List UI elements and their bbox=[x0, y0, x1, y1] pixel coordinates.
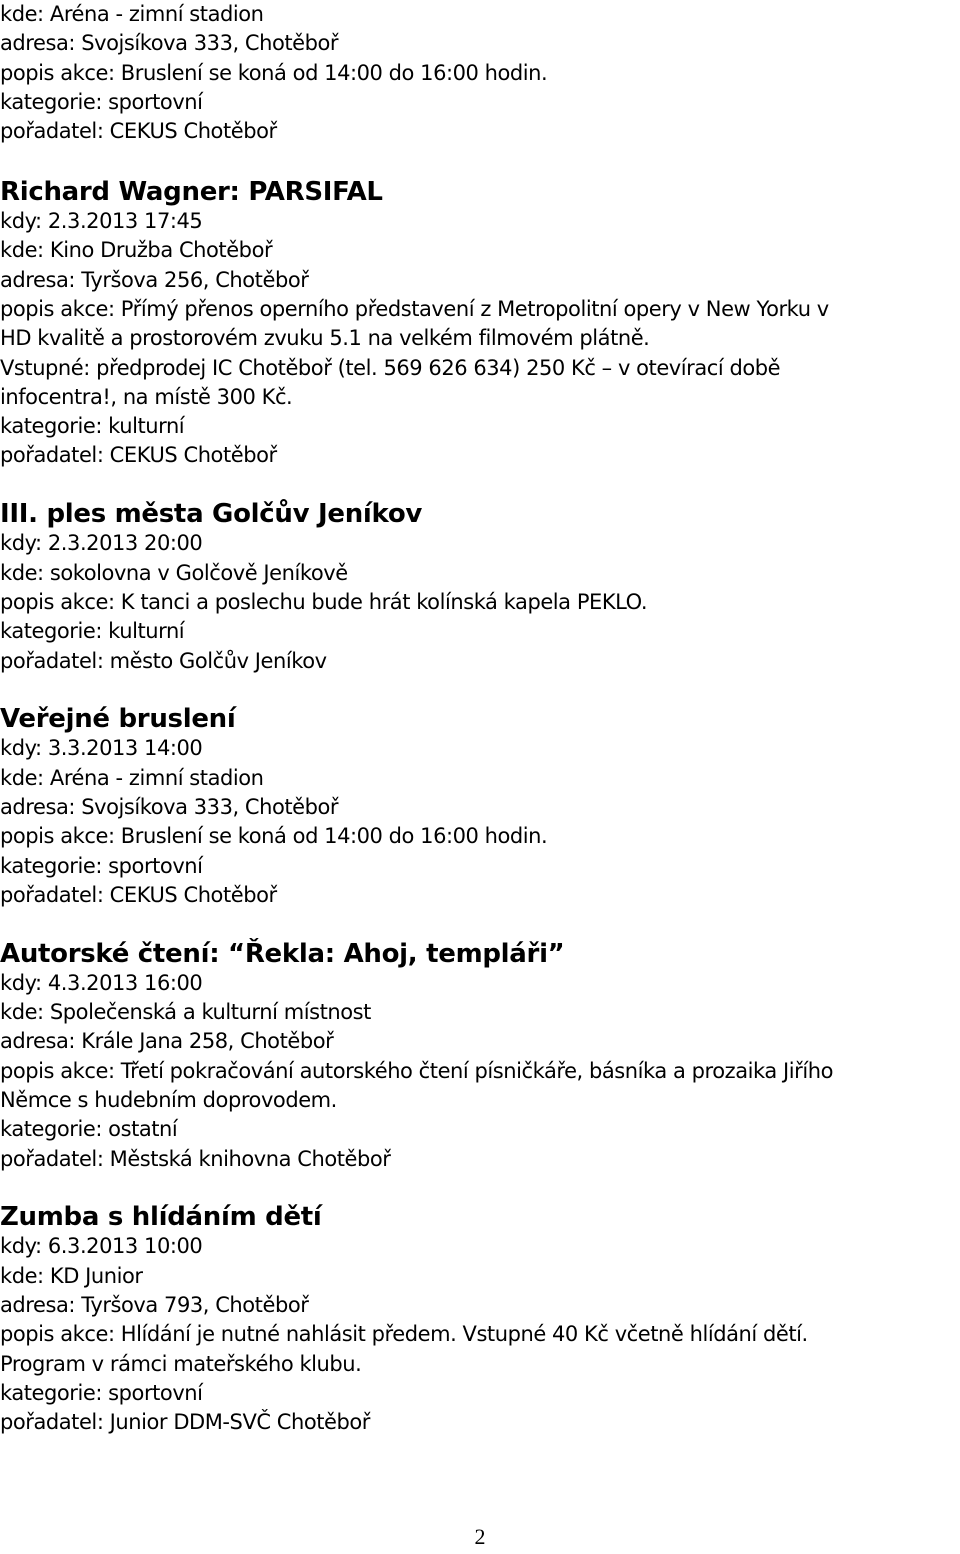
event-detail-line: Program v rámci mateřského klubu. bbox=[0, 1351, 362, 1376]
event-detail-line: adresa: Svojsíkova 333, Chotěboř bbox=[0, 795, 339, 820]
event-detail-line: adresa: Tyršova 793, Chotěboř bbox=[0, 1293, 309, 1318]
event-detail-line: pořadatel: Junior DDM-SVČ Chotěboř bbox=[0, 1410, 370, 1435]
event-detail-line: kategorie: sportovní bbox=[0, 853, 203, 878]
event-spacer bbox=[0, 146, 958, 175]
event-detail-line: kdy: 2.3.2013 17:45 bbox=[0, 209, 203, 234]
event-detail-line: Vstupné: předprodej IC Chotěboř (tel. 569 626 634) 250 Kč – v otevírací době bbox=[0, 355, 781, 380]
event-title: Autorské čtení: “Řekla: Ahoj, templáři” bbox=[0, 938, 565, 969]
event-detail-line: pořadatel: CEKUS Chotěboř bbox=[0, 882, 277, 907]
event-title: III. ples města Golčův Jeníkov bbox=[0, 499, 423, 530]
event-detail-line: pořadatel: CEKUS Chotěboř bbox=[0, 443, 277, 468]
event-detail-line: adresa: Svojsíkova 333, Chotěboř bbox=[0, 31, 339, 56]
event-title: Richard Wagner: PARSIFAL bbox=[0, 176, 383, 207]
event-detail-line: popis akce: Bruslení se koná od 14:00 do 16:00 hodin. bbox=[0, 60, 548, 85]
event-detail-line: popis akce: Přímý přenos operního představení z Metropolitní opery v New Yorku v bbox=[0, 296, 829, 321]
event-detail-line: kdy: 6.3.2013 10:00 bbox=[0, 1234, 203, 1259]
event-detail-line: pořadatel: CEKUS Chotěboř bbox=[0, 119, 277, 144]
event-detail-line: kde: sokolovna v Golčově Jeníkově bbox=[0, 560, 348, 585]
event-continued bbox=[0, 0, 958, 146]
event-detail-line: adresa: Tyršova 256, Chotěboř bbox=[0, 267, 309, 292]
event-entry bbox=[0, 500, 958, 676]
event-detail-line: kategorie: sportovní bbox=[0, 1380, 203, 1405]
page-number: 2 bbox=[474, 1524, 486, 1549]
event-detail-line: kategorie: kulturní bbox=[0, 619, 185, 644]
event-detail-line: pořadatel: Městská knihovna Chotěboř bbox=[0, 1146, 391, 1171]
event-detail-line: popis akce: Bruslení se koná od 14:00 do 16:00 hodin. bbox=[0, 824, 548, 849]
event-detail-line: pořadatel: město Golčův Jeníkov bbox=[0, 648, 327, 673]
event-detail-line: adresa: Krále Jana 258, Chotěboř bbox=[0, 1029, 334, 1054]
event-detail-line: kde: Aréna - zimní stadion bbox=[0, 765, 264, 790]
event-title: Veřejné bruslení bbox=[0, 704, 236, 735]
event-detail-line: Němce s hudebním doprovodem. bbox=[0, 1087, 337, 1112]
event-detail-line: kde: Kino Družba Chotěboř bbox=[0, 238, 273, 263]
event-detail-line: popis akce: K tanci a poslechu bude hrát kolínská kapela PEKLO. bbox=[0, 589, 648, 614]
event-detail-line: HD kvalitě a prostorovém zvuku 5.1 na velkém filmovém plátně. bbox=[0, 326, 650, 351]
event-detail-line: infocentra!, na místě 300 Kč. bbox=[0, 384, 293, 409]
event-detail-line: kde: Aréna - zimní stadion bbox=[0, 2, 264, 26]
event-entry bbox=[0, 940, 958, 1174]
event-entry bbox=[0, 705, 958, 910]
event-entry bbox=[0, 178, 958, 471]
event-detail-line: popis akce: Třetí pokračování autorského čtení písničkáře, básníka a prozaika Jiřího bbox=[0, 1058, 833, 1083]
event-title: Zumba s hlídáním dětí bbox=[0, 1202, 322, 1233]
event-detail-line: kde: KD Junior bbox=[0, 1263, 143, 1288]
event-detail-line: popis akce: Hlídání je nutné nahlásit předem. Vstupné 40 Kč včetně hlídání dětí. bbox=[0, 1322, 808, 1347]
event-detail-line: kde: Společenská a kulturní místnost bbox=[0, 1000, 371, 1025]
event-detail-line: kdy: 4.3.2013 16:00 bbox=[0, 970, 203, 995]
event-spacer bbox=[0, 676, 958, 705]
event-detail-line: kategorie: kulturní bbox=[0, 414, 185, 439]
event-detail-line: kdy: 2.3.2013 20:00 bbox=[0, 531, 203, 556]
event-spacer bbox=[0, 471, 958, 500]
event-spacer bbox=[0, 910, 958, 939]
event-detail-line: kategorie: ostatní bbox=[0, 1117, 178, 1142]
event-spacer bbox=[0, 1174, 958, 1203]
event-entry bbox=[0, 1203, 958, 1437]
event-detail-line: kdy: 3.3.2013 14:00 bbox=[0, 736, 203, 761]
event-detail-line: kategorie: sportovní bbox=[0, 89, 203, 114]
